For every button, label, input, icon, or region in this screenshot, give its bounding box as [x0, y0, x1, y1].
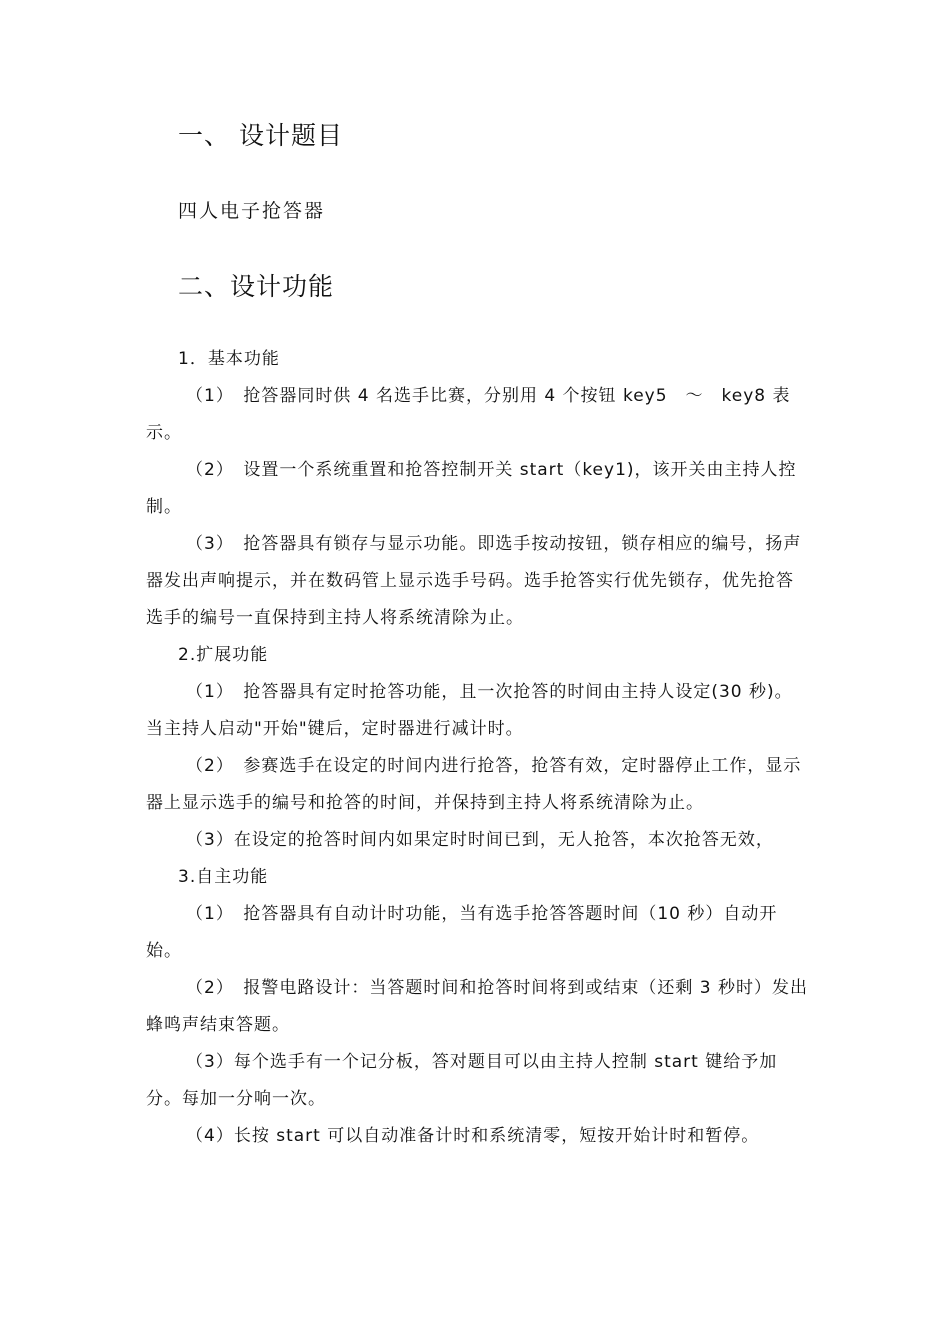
extended-item-2: （2） 参赛选手在设定的时间内进行抢答，抢答有效，定时器停止工作，显示器上显示选手的编号和抢答的时间，并保持到主持人将系统清除为止。 [146, 756, 802, 813]
extended-item-3: （3）在设定的抢答时间内如果定时时间已到，无人抢答，本次抢答无效， [186, 830, 774, 850]
extended-item-1: （1） 抢答器具有定时抢答功能，且一次抢答的时间由主持人设定(30 秒)。当主持人启动"开始"键后，定时器进行减计时。 [146, 682, 793, 739]
basic-item-2: （2） 设置一个系统重置和抢答控制开关 start（key1)，该开关由主持人控制。 [146, 460, 797, 517]
basic-item-3: （3） 抢答器具有锁存与显示功能。即选手按动按钮，锁存相应的编号，扬声器发出声响提示，并在数码管上显示选手号码。选手抢答实行优先锁存，优先抢答选手的编号一直保持到主持人将系统清除为止。 [146, 534, 802, 628]
function-list [146, 341, 810, 1155]
heading-design-functions: 二、设计功能 [178, 272, 335, 301]
custom-item-4: （4）长按 start 可以自动准备计时和系统清零，短按开始计时和暂停。 [186, 1126, 760, 1146]
custom-item-1: （1） 抢答器具有自动计时功能，当有选手抢答答题时间（10 秒）自动开始。 [146, 904, 778, 961]
section-title-extended: 2.扩展功能 [178, 645, 269, 665]
design-subject: 四人电子抢答器 [178, 200, 326, 222]
custom-item-3: （3）每个选手有一个记分板，答对题目可以由主持人控制 start 键给予加分。每加一分响一次。 [146, 1052, 778, 1109]
heading-design-topic: 一、 设计题目 [178, 121, 343, 150]
section-title-custom: 3.自主功能 [178, 867, 269, 887]
custom-item-2: （2） 报警电路设计：当答题时间和抢答时间将到或结束（还剩 3 秒时）发出蜂鸣声结束答题。 [146, 978, 808, 1035]
section-title-basic: 1．基本功能 [178, 349, 280, 369]
basic-item-1: （1） 抢答器同时供 4 名选手比赛，分别用 4 个按钮 key5 ～ key8 表示。 [146, 386, 791, 443]
